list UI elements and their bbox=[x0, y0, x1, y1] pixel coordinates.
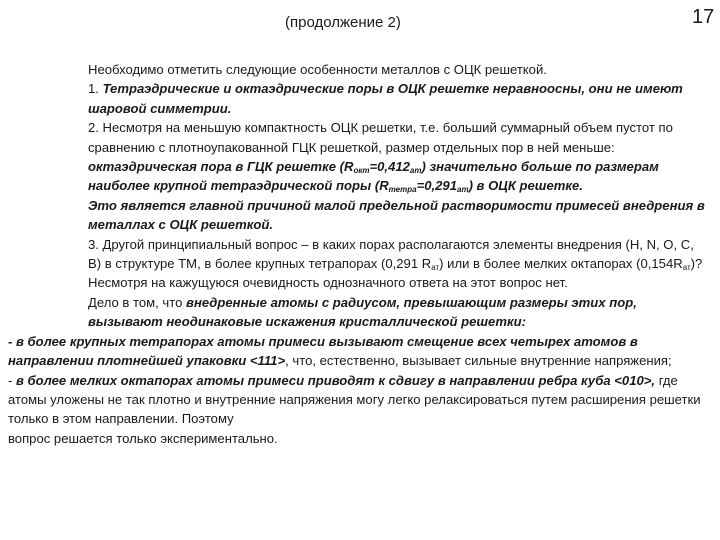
explanation-emphasis: внедренные атомы с радиусом, превышающим размеры этих пор, вызывают неодинаковые искажения кристаллической решетки: bbox=[88, 294, 637, 330]
conclusion-emphasis: Это является главной причиной малой предельной растворимости примесей внедрения в металлах с ОЦК решеткой. bbox=[88, 197, 705, 233]
paragraph-intro bbox=[8, 60, 710, 79]
octapores-emphasis: в более мелких октапорах атомы примеси приводят к сдвигу в направлении ребра куба <010>, bbox=[16, 372, 656, 388]
point-3-text: 3. Другой принципиальный вопрос – в каких порах располагаются элементы внедрения (H, N, O, C, B) в структуре ТМ, в более крупных тетрапорах (0,291 R bbox=[88, 236, 694, 272]
slide-body bbox=[8, 60, 710, 448]
paragraph-point-2 bbox=[8, 118, 710, 196]
page-number: 17 bbox=[692, 6, 715, 28]
tetrapores-emphasis: - в более крупных тетрапорах атомы примеси вызывают смещение всех четырех атомов в направлении плотнейшей упаковки <111> bbox=[8, 333, 638, 369]
subscript: окт bbox=[353, 166, 370, 176]
paragraph-final bbox=[8, 429, 710, 448]
paragraph-tetrapores bbox=[8, 332, 710, 371]
explanation-text: Дело в том, что bbox=[88, 294, 187, 310]
emphasis-part: =0,412 bbox=[369, 159, 410, 175]
subscript: ат bbox=[682, 263, 691, 273]
subscript: тетра bbox=[388, 185, 417, 195]
tetrapores-text: , что, естественно, вызывает сильные внутренние напряжения; bbox=[285, 353, 672, 369]
paragraph-point-1 bbox=[8, 79, 710, 118]
point-3-text: )? Несмотря на кажущуюся очевидность однозначного ответа на этот вопрос нет. bbox=[88, 256, 703, 291]
emphasis-part: =0,291 bbox=[416, 178, 457, 194]
subscript: ат bbox=[409, 166, 422, 176]
emphasis-part: ) значительно больше по размерам наиболее крупной тетраэдрической поры (R bbox=[88, 159, 659, 194]
slide-header bbox=[0, 6, 720, 38]
octapores-text: где атомы уложены не так плотно и внутренние напряжения могу легко релаксироваться путем расширения решетки только в этом направлении. Поэтому bbox=[8, 372, 701, 427]
slide-title: (продолжение 2) bbox=[285, 14, 401, 31]
emphasis-part: ) в ОЦК решетке. bbox=[468, 178, 583, 194]
paragraph-explanation bbox=[8, 293, 710, 332]
paragraph-point-3 bbox=[8, 235, 710, 293]
emphasis-part: октаэдрическая пора в ГЦК решетке (R bbox=[88, 159, 354, 175]
final-text: вопрос решается только экспериментально. bbox=[8, 430, 278, 446]
point-3-text: ) или в более мелких октапорах (0,154R bbox=[439, 256, 683, 272]
point-2-emphasis bbox=[88, 159, 659, 193]
paragraph-octapores bbox=[8, 371, 710, 429]
point-2-text: 2. Несмотря на меньшую компактность ОЦК решетки, т.е. больший суммарный объем пустот по сравнению с плотноупакованной ГЦК решеткой, размер отдельных пор в ней меньше: bbox=[88, 120, 673, 155]
subscript: ат bbox=[431, 263, 440, 273]
point-1-number: 1. bbox=[88, 81, 103, 97]
paragraph-conclusion bbox=[8, 196, 710, 235]
subscript: ат bbox=[457, 185, 469, 195]
octapores-dash: - bbox=[8, 372, 16, 388]
intro-text: Необходимо отметить следующие особенности металлов с ОЦК решеткой. bbox=[88, 62, 547, 77]
point-1-emphasis: Тетраэдрические и октаэдрические поры в ОЦК решетке неравноосны, они не имеют шаровой симметрии. bbox=[88, 81, 683, 116]
